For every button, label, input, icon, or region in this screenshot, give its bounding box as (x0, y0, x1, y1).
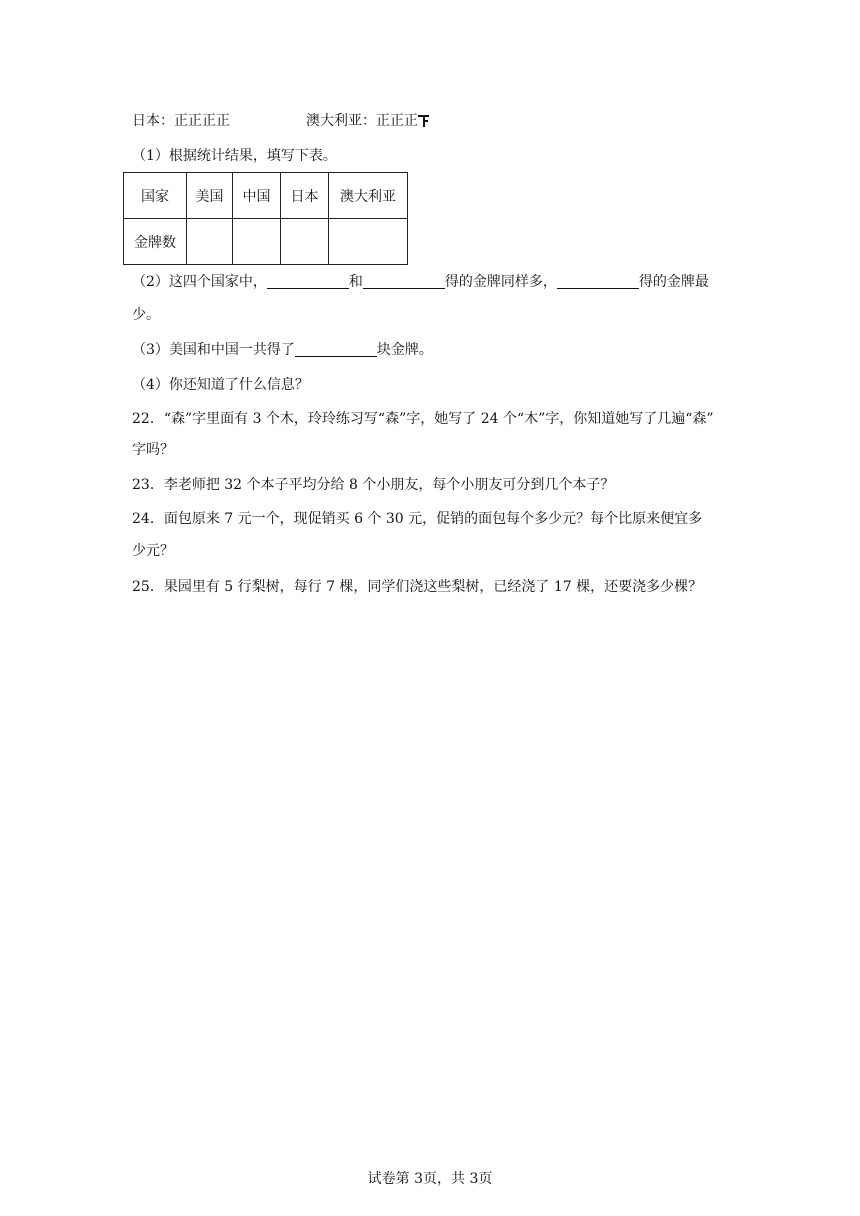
q21-part1: （1）根据统计结果，填写下表。 (132, 148, 337, 164)
q24-line2: 少元？ (132, 543, 174, 559)
tally-japan: 日本：正正正正 (132, 113, 230, 129)
q21-part2-text: （2）这四个国家中， (132, 274, 267, 290)
answer-blank[interactable] (557, 274, 639, 289)
medal-table (123, 172, 408, 265)
table-header-cell: 日本 (281, 173, 329, 219)
table-answer-cell[interactable] (187, 219, 233, 265)
tally-partial-mark-icon (418, 113, 430, 127)
q23: 23．李老师把 32 个本子平均分给 8 个小朋友，每个小朋友可分到几个本子？ (132, 477, 615, 493)
q21-part3-text: 块金牌。 (376, 342, 433, 358)
q24-line1: 24．面包原来 7 元一个，现促销买 6 个 30 元，促销的面包每个多少元？每个比原来便宜多 (132, 511, 703, 527)
q21-part2-text: 和 (348, 274, 363, 290)
q25: 25．果园里有 5 行梨树，每行 7 棵，同学们浇这些梨树，已经浇了 17 棵，还要浇多少棵？ (132, 579, 703, 595)
q22-line1: 22．“森”字里面有 3 个木，玲玲练习写“森”字，她写了 24 个“木”字，你知道她写了几遍“森” (132, 411, 714, 427)
q21-part3 (132, 340, 433, 360)
table-header-cell: 美国 (187, 173, 233, 219)
q21-part2-text: 得的金牌最 (638, 274, 709, 290)
table-answer-cell[interactable] (329, 219, 408, 265)
table-row-label: 金牌数 (124, 219, 187, 265)
q21-part2 (132, 272, 709, 292)
q21-part4: （4）你还知道了什么信息？ (132, 377, 309, 393)
table-answer-cell[interactable] (281, 219, 329, 265)
page-footer: 试卷第 3页，共 3页 (367, 1171, 493, 1187)
tally-australia-text: 澳大利亚：正正正 (306, 113, 418, 129)
answer-blank[interactable] (363, 274, 445, 289)
table-answer-cell[interactable] (233, 219, 281, 265)
table-header-cell: 澳大利亚 (329, 173, 408, 219)
table-header-cell: 中国 (233, 173, 281, 219)
q22-line2: 字吗？ (132, 442, 174, 458)
q21-part2-text: 得的金牌同样多， (444, 274, 557, 290)
q21-part2-cont: 少。 (132, 307, 160, 323)
tally-australia (306, 111, 430, 131)
q21-part3-text: （3）美国和中国一共得了 (132, 342, 295, 358)
table-header-row (124, 173, 408, 219)
table-header-cell: 国家 (124, 173, 187, 219)
answer-blank[interactable] (267, 274, 349, 289)
table-row (124, 219, 408, 265)
answer-blank[interactable] (295, 342, 377, 357)
